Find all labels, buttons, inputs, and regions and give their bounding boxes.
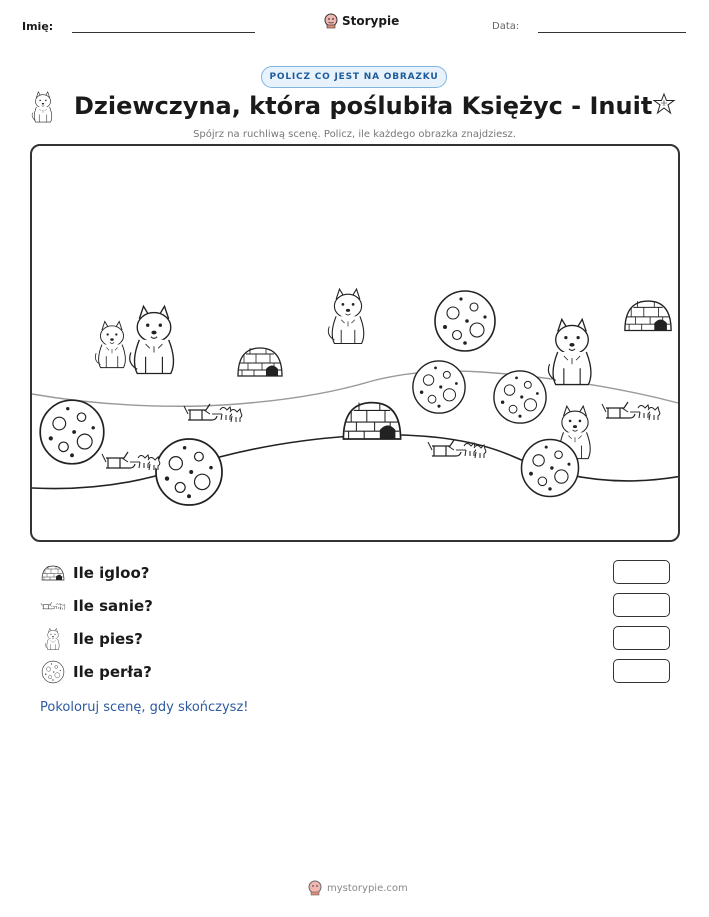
footer-brand xyxy=(308,880,408,896)
dog-figure xyxy=(130,306,174,373)
storypie-logo-icon xyxy=(324,13,338,29)
pearl-figure xyxy=(522,440,579,497)
coloring-note: Pokoloruj scenę, gdy skończysz! xyxy=(40,700,249,715)
dog-figure xyxy=(548,319,591,384)
pearl-figure xyxy=(435,291,495,351)
sled-figure xyxy=(428,440,486,458)
title-row xyxy=(0,90,709,130)
igloo-figure xyxy=(625,301,671,330)
answer-box-pearl[interactable] xyxy=(613,659,670,683)
brand-name: Storypie xyxy=(342,14,400,28)
date-line xyxy=(538,32,686,33)
storypie-brand xyxy=(324,13,399,29)
pearl-figure xyxy=(494,371,546,423)
instructions: Spójrz na ruchliwą scenę. Policz, ile każdego obrazka znajdziesz. xyxy=(193,129,516,140)
answer-box-sled[interactable] xyxy=(613,593,670,617)
sled-figure xyxy=(602,402,660,420)
website-url: mystorypie.com xyxy=(327,882,408,894)
storypie-logo-icon xyxy=(308,880,322,896)
answer-box-dog[interactable] xyxy=(613,626,670,650)
question-text: Ile perła? xyxy=(73,663,152,681)
sled-figure xyxy=(102,452,160,470)
question-text: Ile sanie? xyxy=(73,597,153,615)
igloo-figure xyxy=(343,403,400,439)
page-title: Dziewczyna, która poślubiła Księżyc - Inuit xyxy=(74,92,653,120)
pearl-figure xyxy=(40,400,104,464)
pearl-icon xyxy=(40,660,66,684)
answer-box-igloo[interactable] xyxy=(613,560,670,584)
question-igloo xyxy=(40,560,680,586)
question-dog xyxy=(40,626,680,652)
star-icon xyxy=(652,92,676,116)
worksheet-header xyxy=(0,0,709,48)
pearl-figure xyxy=(413,361,465,413)
sled-icon xyxy=(40,594,66,618)
igloo-icon xyxy=(40,561,66,585)
date-label: Data: xyxy=(492,21,520,32)
scene-drawing xyxy=(32,146,680,542)
question-pearl xyxy=(40,659,680,685)
question-sled xyxy=(40,593,680,619)
question-text: Ile pies? xyxy=(73,630,143,648)
dog-icon xyxy=(28,90,58,124)
dog-figure xyxy=(328,289,363,343)
pearl-figure xyxy=(156,439,222,505)
dog-figure xyxy=(95,322,125,368)
igloo-figure xyxy=(238,348,282,376)
name-line xyxy=(72,32,255,33)
activity-badge: POLICZ CO JEST NA OBRAZKU xyxy=(261,66,447,88)
counting-scene xyxy=(30,144,680,542)
name-label: Imię: xyxy=(22,20,54,33)
question-text: Ile igloo? xyxy=(73,564,150,582)
dog-icon xyxy=(40,627,66,651)
